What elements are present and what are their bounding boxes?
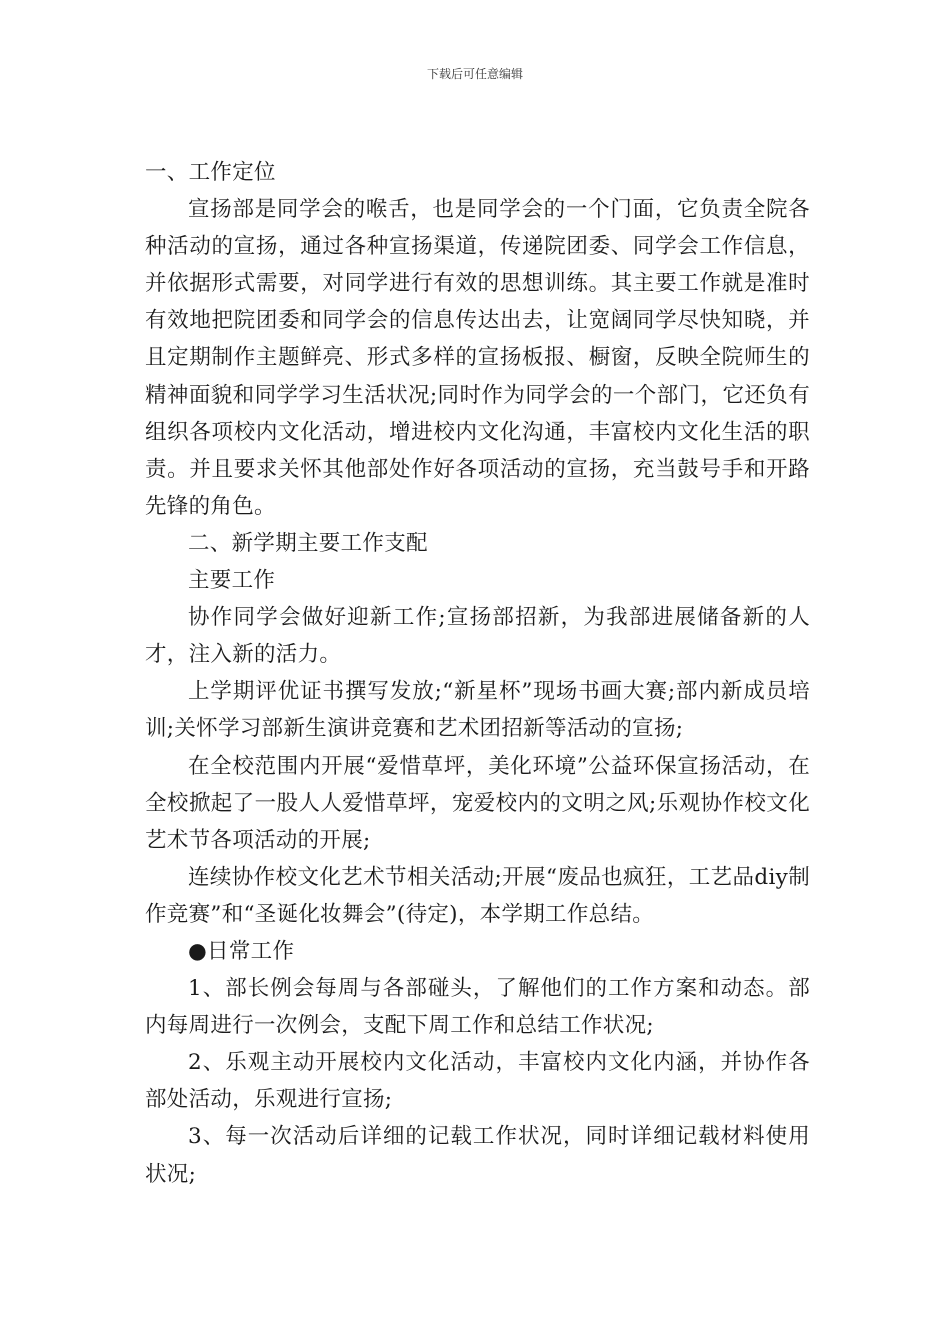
page-header: 下载后可任意编辑 [426, 67, 523, 81]
document-body [145, 154, 810, 1193]
paragraph-daily-work-1: 1、部长例会每周与各部碰头，了解他们的工作方案和动态。部内每周进行一次例会，支配下周工作和总结工作状况; [145, 976, 810, 1039]
paragraph-department-role: 宣扬部是同学会的喉舌，也是同学会的一个门面，它负责全院各种活动的宣扬，通过各种宣扬渠道，传递院团委、同学会工作信息，并依据形式需要，对同学进行有效的思想训练。其主要工作就是准时有效地把院团委和同学会的信息传达出去，让宽阔同学尽快知晓，并且定期制作主题鲜亮、形式多样的宣扬板报、橱窗，反映全院师生的精神面貌和同学学习生活状况;同时作为同学会的一个部门，它还负有组织各项校内文化活动，增进校内文化沟通，丰富校内文化生活的职责。并且要求关怀其他部处作好各项活动的宣扬，充当鼓号手和开路先锋的角色。 [145, 197, 810, 519]
paragraph-main-work-1: 协作同学会做好迎新工作;宣扬部招新，为我部进展储备新的人才，注入新的活力。 [145, 605, 810, 668]
paragraph-main-work-3: 在全校范围内开展“爱惜草坪，美化环境”公益环保宣扬活动，在全校掀起了一股人人爱惜草坪，宠爱校内的文明之风;乐观协作校文化艺术节各项活动的开展; [145, 753, 810, 853]
paragraph-main-work-2: 上学期评优证书撰写发放;“新星杯”现场书画大赛;部内新成员培训;关怀学习部新生演讲竞赛和艺术团招新等活动的宣扬; [145, 679, 810, 742]
section-heading-semester-plan: 二、新学期主要工作支配 [188, 530, 428, 556]
subheading-daily-work: ●日常工作 [188, 938, 295, 964]
section-heading-work-position: 一、工作定位 [145, 160, 276, 185]
paragraph-daily-work-3: 3、每一次活动后详细的记载工作状况，同时详细记载材料使用状况; [145, 1124, 810, 1187]
paragraph-daily-work-2: 2、乐观主动开展校内文化活动，丰富校内文化内涵，并协作各部处活动，乐观进行宣扬; [145, 1050, 810, 1113]
paragraph-main-work-4: 连续协作校文化艺术节相关活动;开展“废品也疯狂，工艺品diy制作竞赛”和“圣诞化妆舞会”(待定)，本学期工作总结。 [145, 864, 810, 927]
subheading-main-work: 主要工作 [188, 568, 276, 594]
